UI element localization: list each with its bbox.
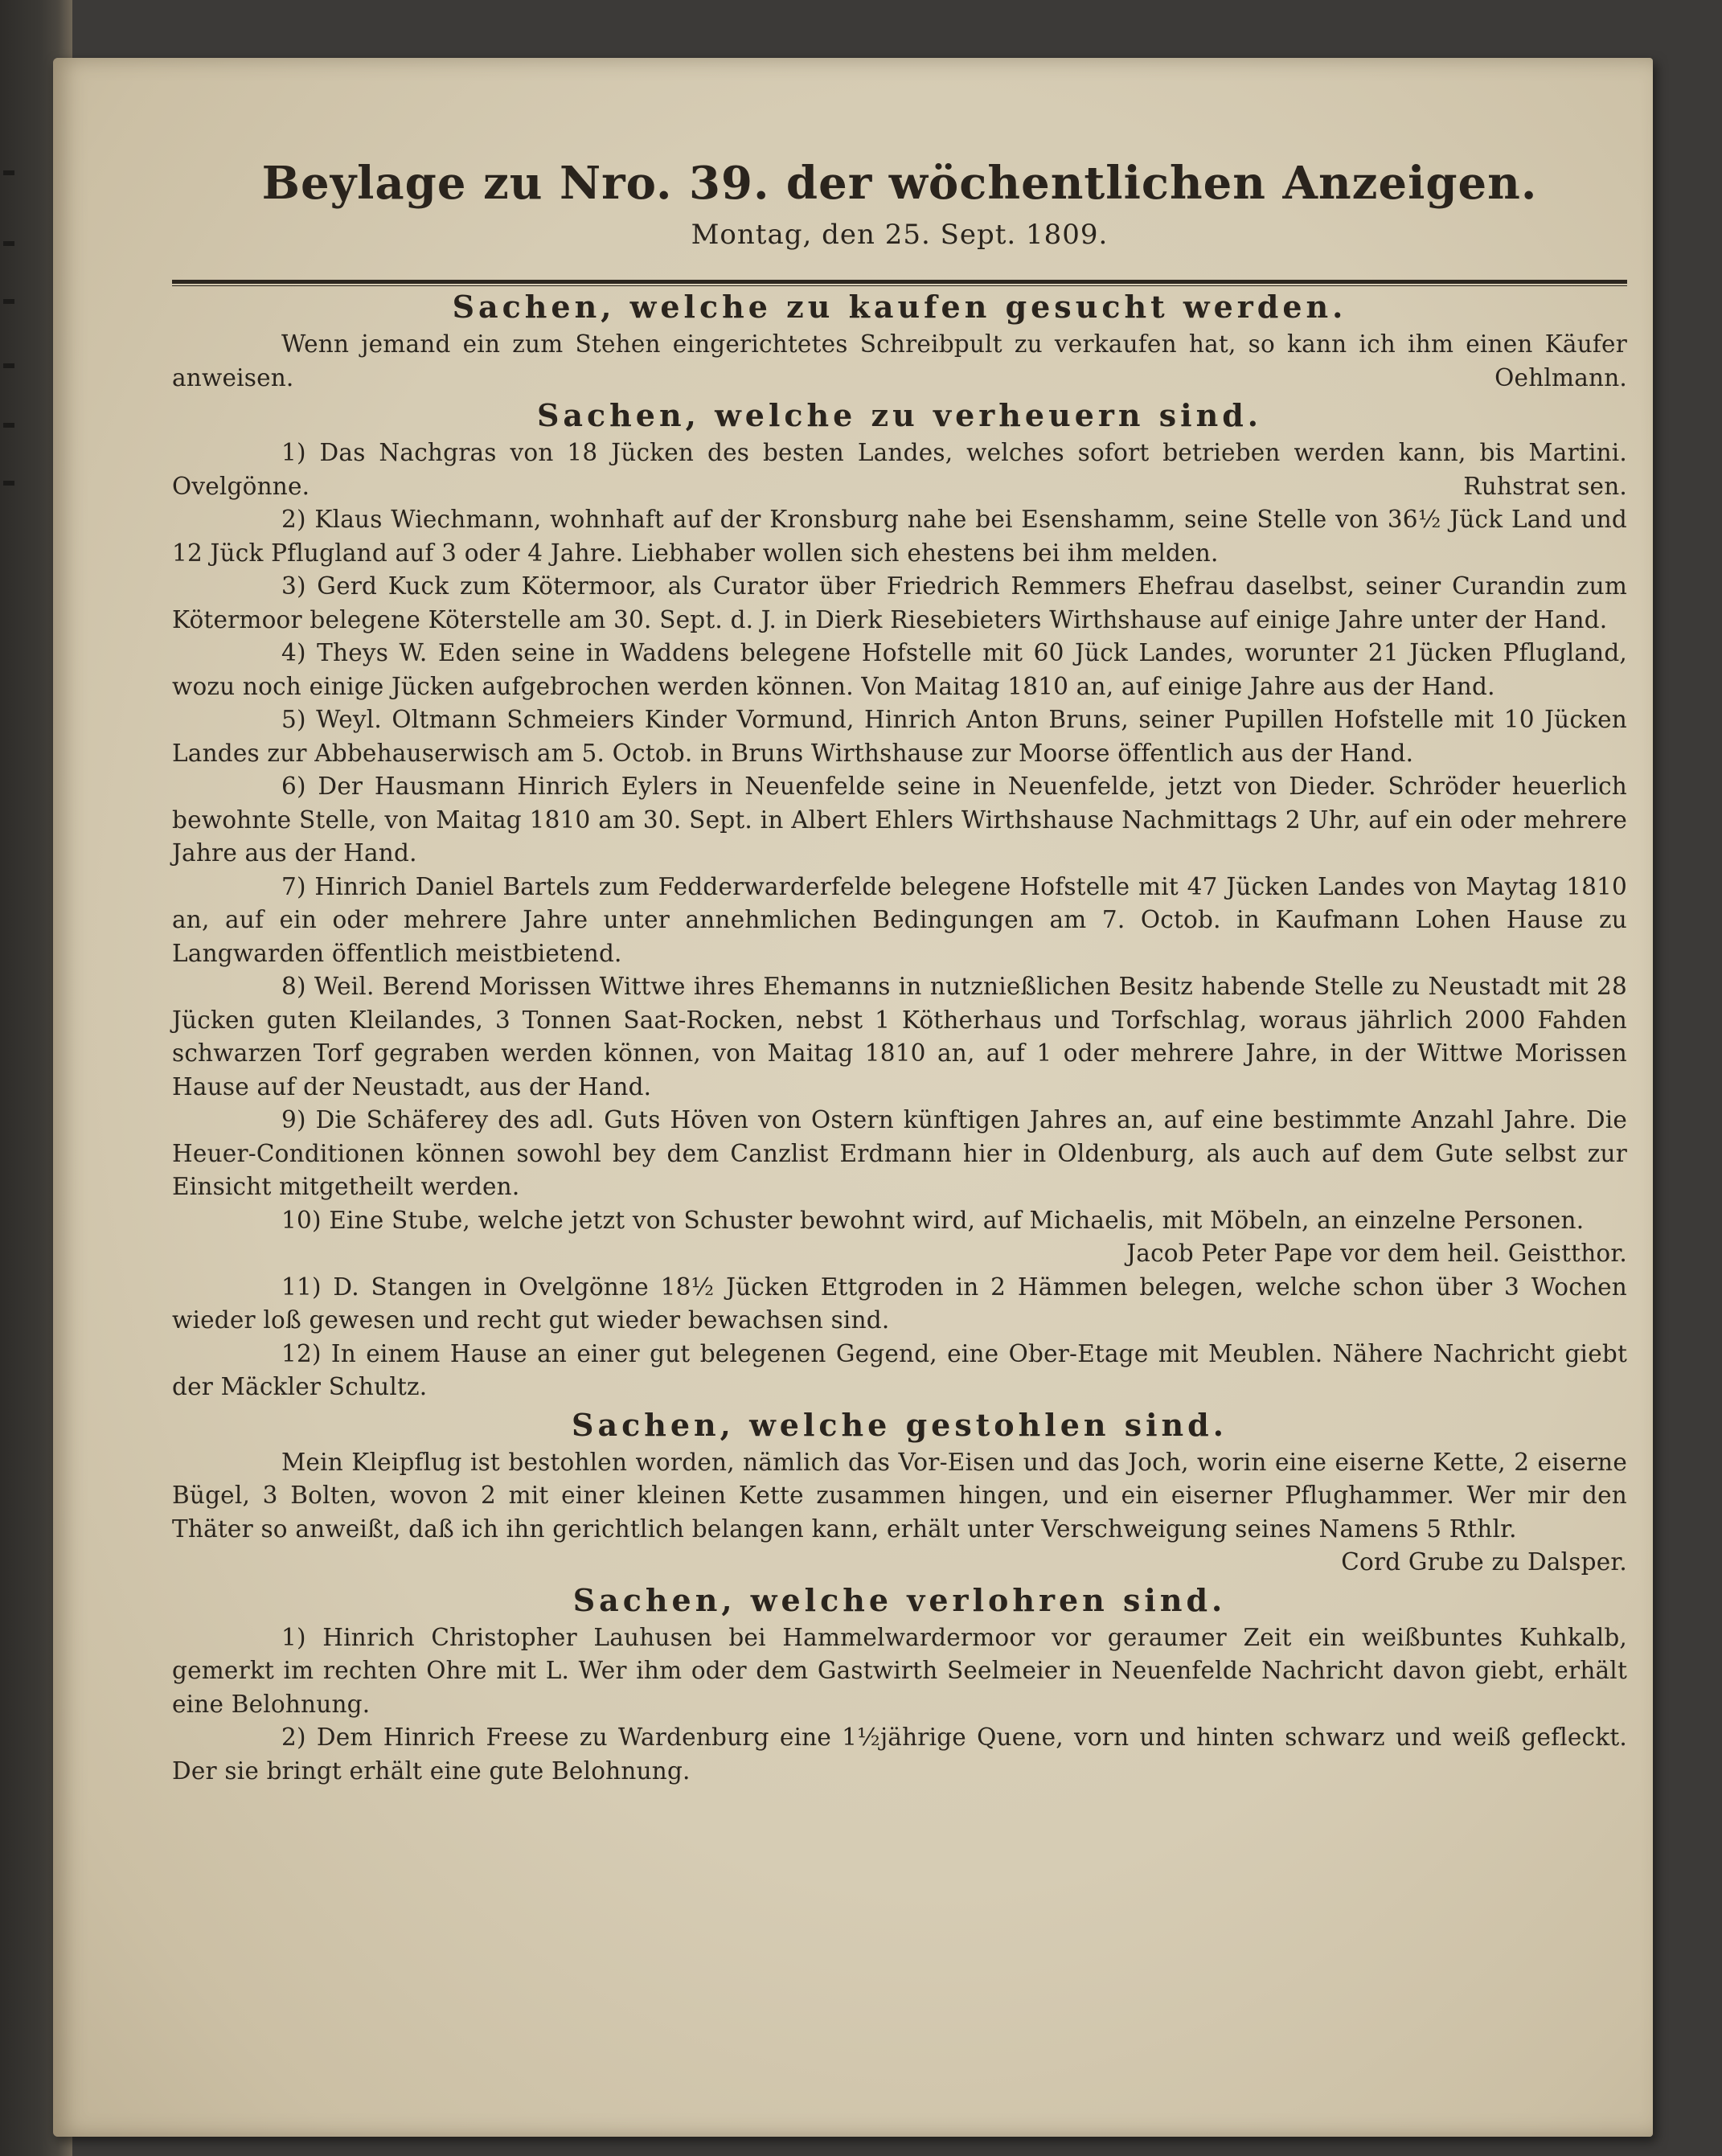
notice-signature: Ruhstrat sen. [1463, 472, 1627, 500]
notice-entry: 4) Theys W. Eden seine in Waddens belegene Hofstelle mit 60 Jück Landes, worunter 21 Jücken Pflugland, wozu noch einige Jücken aufgebrochen werden können. Von Maitag 1810 an, auf einige Jahre aus der Hand. [172, 639, 1627, 700]
section-heading-rent: Sachen, welche zu verheuern sind. [536, 397, 1263, 433]
page-content [172, 154, 1627, 1788]
cover-mark [3, 481, 14, 486]
cover-mark [3, 363, 14, 368]
notice-entry: Mein Kleipflug ist bestohlen worden, nämlich das Vor-Eisen und das Joch, worin eine eiserne Kette, 2 eiserne Bügel, 3 Bolten, wovon 2 mit einer kleinen Kette zusammen hingen, und ein eiserner Pflughammer. Wer mir den Thäter so anweißt, daß ich ihn gerichtlich belangen kann, erhält unter Verschweigung seines Namens 5 Rthlr. Cord Grube zu Dalsper. [172, 1446, 1627, 1547]
notice-entry: 12) In einem Hause an einer gut belegenen Gegend, eine Ober-Etage mit Meublen. Nähere Nachricht giebt der Mäckler Schultz. [172, 1339, 1627, 1400]
notice-entry: 5) Weyl. Oltmann Schmeiers Kinder Vormund, Hinrich Anton Bruns, seiner Pupillen Hofstelle mit 10 Jücken Landes zur Abbehauserwisch am 5. Octob. in Bruns Wirthshause zur Moorse öffentlich aus der Hand. [172, 706, 1627, 767]
notice-entry: 7) Hinrich Daniel Bartels zum Fedderwarderfelde belegene Hofstelle mit 47 Jücken Landes von Maytag 1810 an, auf ein oder mehrere Jahre unter annehmlichen Bedingungen am 7. Octob. in Kaufmann Lohen Hause zu Langwarden öffentlich meistbietend. [172, 872, 1627, 967]
section-heading-wanted: Sachen, welche zu kaufen gesucht werden. [452, 289, 1347, 325]
notice-entry: 3) Gerd Kuck zum Kötermoor, als Curator über Friedrich Remmers Ehefrau daselbst, seiner Curandin zum Kötermoor belegene Köterstelle am 30. Sept. d. J. in Dierk Riesebieters Wirthshause auf einige Jahre unter der Hand. [172, 572, 1627, 633]
masthead [172, 154, 1627, 286]
cover-mark [3, 170, 14, 175]
notice-entry: 8) Weil. Berend Morissen Wittwe ihres Ehemanns in nutznießlichen Besitz habende Stelle zu Neustadt mit 28 Jücken guten Kleilandes, 3 Tonnen Saat-Rocken, nebst 1 Kötherhaus und Torfschlag, woraus jährlich 2000 Fahden schwarzen Torf gegraben werden können, von Maitag 1810 an, auf 1 oder mehrere Jahre, in der Wittwe Morissen Hause auf der Neustadt, aus der Hand. [172, 973, 1627, 1101]
notice-entry: Wenn jemand ein zum Stehen eingerichtetes Schreibpult zu verkaufen hat, so kann ich ihm einen Käufer anweisen. Oehlmann. [172, 328, 1627, 395]
notice-entry: 2) Dem Hinrich Freese zu Wardenburg eine 1½jährige Quene, vorn und hinten schwarz und weiß gefleckt. Der sie bringt erhält eine gute Belohnung. [172, 1724, 1627, 1785]
notice-signature: Jacob Peter Pape vor dem heil. Geistthor. [1126, 1240, 1627, 1267]
notice-entry: 2) Klaus Wiechmann, wohnhaft auf der Kronsburg nahe bei Esenshamm, seine Stelle von 36½ Jück Land und 12 Jück Pflugland auf 3 oder 4 Jahre. Liebhaber wollen sich ehestens bei ihm melden. [172, 506, 1627, 567]
notice-entry: 1) Das Nachgras von 18 Jücken des besten Landes, welches sofort betrieben werden kann, bis Martini. Ovelgönne. Ruhstrat sen. [172, 437, 1627, 503]
notice-entry: 6) Der Hausmann Hinrich Eylers in Neuenfelde seine in Neuenfelde, jetzt von Dieder. Schröder heuerlich bewohnte Stelle, von Maitag 1810 am 30. Sept. in Albert Ehlers Wirthshause Nachmittags 2 Uhr, auf ein oder mehrere Jahre aus der Hand. [172, 773, 1627, 867]
section-heading-stolen: Sachen, welche gestohlen sind. [572, 1406, 1228, 1443]
notice-signature: Cord Grube zu Dalsper. [1341, 1548, 1627, 1576]
notice-entry: 10) Eine Stube, welche jetzt von Schuster bewohnt wird, auf Michaelis, mit Möbeln, an einzelne Personen. Jacob Peter Pape vor dem heil. Geistthor. [172, 1204, 1627, 1238]
notice-entry: 11) D. Stangen in Ovelgönne 18½ Jücken Ettgroden in 2 Hämmen belegen, welche schon über 3 Wochen wieder loß gewesen und recht gut wieder bewachsen sind. [172, 1273, 1627, 1334]
issue-date: Montag, den 25. Sept. 1809. [691, 219, 1109, 251]
notice-entry: 9) Die Schäferey des adl. Guts Höven von Ostern künftigen Jahres an, auf eine bestimmte Anzahl Jahre. Die Heuer-Conditionen können sowohl bey dem Canzlist Erdmann hier in Oldenburg, als auch auf dem Gute selbst zur Einsicht mitgetheilt werden. [172, 1106, 1627, 1200]
cover-mark [3, 299, 14, 304]
cover-mark [3, 423, 14, 428]
page-title: Beylage zu Nro. 39. der wöchentlichen Anzeigen. [261, 157, 1538, 210]
notice-signature: Oehlmann. [1494, 363, 1627, 391]
notice-entry: 1) Hinrich Christopher Lauhusen bei Hammelwardermoor vor geraumer Zeit ein weißbuntes Kuhkalb, gemerkt im rechten Ohre mit L. Wer ihm oder dem Gastwirth Seelmeier in Neuenfelde Nachricht davon giebt, erhält eine Belohnung. [172, 1623, 1627, 1718]
cover-mark [3, 241, 14, 246]
newspaper-page [53, 58, 1653, 2137]
header-rule [172, 280, 1627, 286]
section-heading-lost: Sachen, welche verlohren sind. [572, 1581, 1227, 1618]
